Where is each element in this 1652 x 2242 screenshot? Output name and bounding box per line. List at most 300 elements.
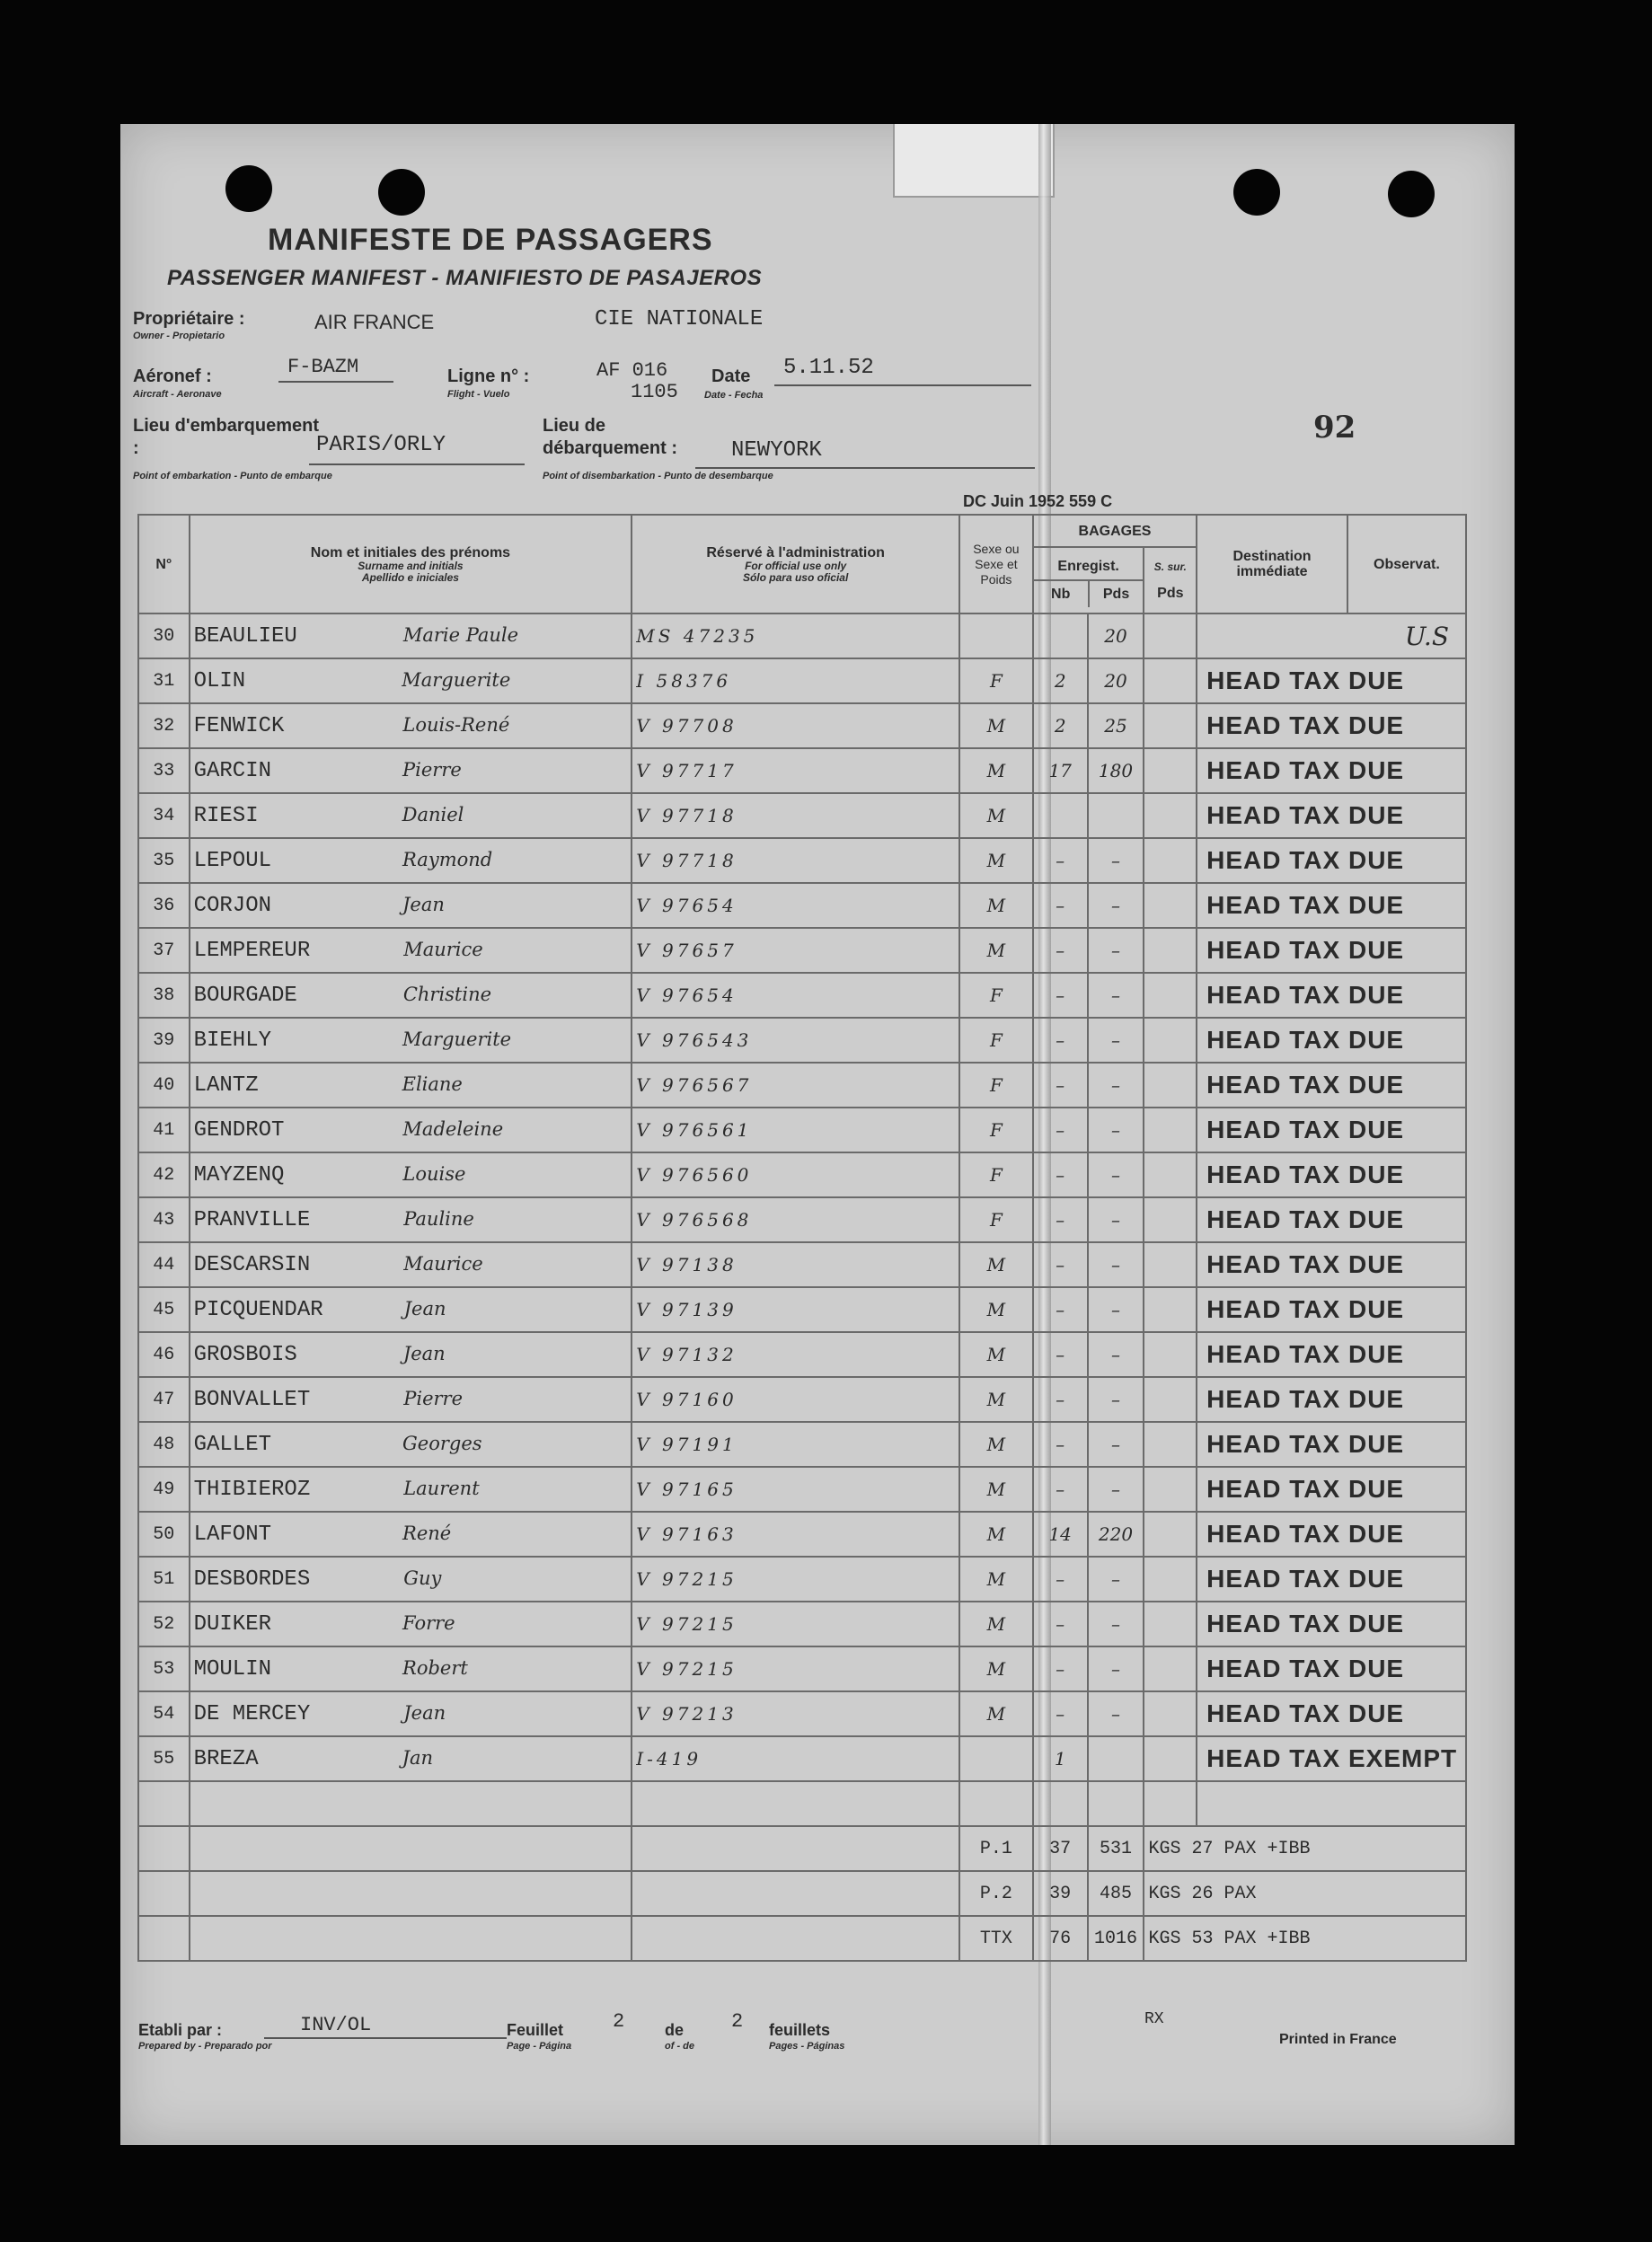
passenger-surname: GARCIN [193,758,272,783]
punch-hole-icon [378,169,425,216]
head-tax-stamp: HEAD TAX DUE [1206,1565,1405,1593]
row-number: 34 [138,793,190,838]
table-row [138,793,1466,838]
baggage-weight: – [1088,1377,1144,1422]
admin-number: V 976560 [632,1152,959,1197]
admin-number: MS 47235 [632,613,959,658]
baggage-weight: – [1088,1287,1144,1332]
baggage-weight: – [1088,973,1144,1018]
baggage-count: 14 [1033,1512,1088,1557]
head-tax-stamp: HEAD TAX DUE [1206,801,1405,829]
line-sublabel: Flight - Vuelo [447,389,510,400]
passenger-surname: PICQUENDAR [193,1297,323,1322]
admin-number: V 97215 [632,1557,959,1602]
baggage-count: 1 [1033,1736,1088,1781]
baggage-count: – [1033,973,1088,1018]
excess-weight [1144,1063,1197,1108]
passenger-sex: M [959,1467,1033,1512]
excess-weight [1144,973,1197,1018]
punch-hole-icon [225,165,272,212]
baggage-count: – [1033,1287,1088,1332]
disembark-label: Lieu de débarquement : [543,416,678,458]
destination-cell [1197,793,1466,838]
passenger-name [190,1736,632,1781]
passenger-sex: F [959,658,1033,703]
passenger-name [190,1018,632,1063]
passenger-surname: THIBIEROZ [193,1477,311,1502]
row-number: 36 [138,883,190,928]
excess-weight [1144,1332,1197,1377]
baggage-weight [1088,1736,1144,1781]
baggage-weight: – [1088,1018,1144,1063]
admin-number: V 97657 [632,928,959,973]
destination-cell [1197,928,1466,973]
baggage-count: – [1033,1691,1088,1736]
destination-cell [1197,1602,1466,1646]
destination-cell [1197,1467,1466,1512]
passenger-given-name: Jean [402,893,445,915]
admin-number: V 97654 [632,973,959,1018]
passenger-name [190,748,632,793]
total-label: TTX [959,1916,1033,1961]
admin-number: V 97215 [632,1602,959,1646]
baggage-weight: – [1088,1602,1144,1646]
destination-cell [1197,1152,1466,1197]
passenger-name [190,1467,632,1512]
excess-weight [1144,703,1197,748]
line-value: AF 016 [596,359,668,382]
header-admin-sub1: For official use only [745,559,847,572]
baggage-count: 17 [1033,748,1088,793]
admin-number: V 97708 [632,703,959,748]
admin-number: V 97718 [632,838,959,883]
passenger-surname: DESCARSIN [193,1252,311,1277]
header-admin-sub2: Sólo para uso oficial [742,570,849,584]
passenger-name [190,658,632,703]
excess-weight [1144,1467,1197,1512]
passenger-name [190,1557,632,1602]
head-tax-stamp: HEAD TAX DUE [1206,711,1405,739]
passenger-name [190,1197,632,1242]
passenger-sex: M [959,793,1033,838]
total-label: P.1 [959,1826,1033,1871]
page-subtitle: PASSENGER MANIFEST - MANIFIESTO DE PASAJEROS [167,266,763,290]
passenger-sex: F [959,1197,1033,1242]
passenger-sex: F [959,973,1033,1018]
table-row [138,928,1466,973]
passenger-given-name: Louis-René [402,713,510,736]
baggage-count: – [1033,1377,1088,1422]
admin-number: V 97215 [632,1646,959,1691]
excess-weight [1144,1646,1197,1691]
rx-mark: RX [1144,2010,1164,2028]
admin-number: V 976567 [632,1063,959,1108]
admin-number: V 97213 [632,1691,959,1736]
passenger-sex: M [959,1512,1033,1557]
row-number: 42 [138,1152,190,1197]
baggage-count: – [1033,1557,1088,1602]
empty-row [138,1781,1466,1826]
head-tax-stamp: HEAD TAX DUE [1206,1699,1405,1727]
excess-weight [1144,1557,1197,1602]
baggage-weight [1088,793,1144,838]
head-tax-stamp: HEAD TAX DUE [1206,1430,1405,1458]
passenger-name [190,928,632,973]
baggage-count: – [1033,1108,1088,1152]
passenger-surname: GENDROT [193,1117,285,1143]
table-row [138,1512,1466,1557]
passenger-name [190,1646,632,1691]
baggage-count: – [1033,1332,1088,1377]
destination-cell [1197,703,1466,748]
excess-weight [1144,793,1197,838]
total-text: KGS 53 PAX +IBB [1144,1916,1466,1961]
passenger-surname: LAFONT [193,1522,272,1547]
passenger-surname: BONVALLET [193,1387,311,1412]
date-label: Date [711,366,751,386]
destination-cell [1197,1377,1466,1422]
destination-cell [1197,1646,1466,1691]
admin-number: I 58376 [632,658,959,703]
passenger-sex: M [959,1646,1033,1691]
header-sur [1144,547,1197,613]
passenger-sex: M [959,1332,1033,1377]
total-text: KGS 27 PAX +IBB [1144,1826,1466,1871]
passenger-given-name: René [402,1522,452,1544]
destination-cell [1197,1736,1466,1781]
row-number: 44 [138,1242,190,1287]
table-row [138,1736,1466,1781]
head-tax-stamp: HEAD TAX DUE [1206,666,1405,694]
passenger-surname: RIESI [193,803,259,828]
passenger-name [190,883,632,928]
passenger-sex [959,613,1033,658]
row-number: 47 [138,1377,190,1422]
destination-cell [1197,1422,1466,1467]
passenger-name [190,1602,632,1646]
sheets-sublabel: Pages - Páginas [769,2041,845,2052]
passenger-name [190,1332,632,1377]
baggage-weight: – [1088,883,1144,928]
admin-number: V 976543 [632,1018,959,1063]
head-tax-stamp: HEAD TAX DUE [1206,1655,1405,1682]
passenger-name [190,1377,632,1422]
passenger-name [190,613,632,658]
disembark-value: NEWYORK [731,438,822,463]
baggage-weight: – [1088,1691,1144,1736]
aircraft-sublabel: Aircraft - Aeronave [133,389,222,400]
passenger-sex: M [959,1287,1033,1332]
baggage-count: – [1033,1197,1088,1242]
header-admin [632,515,959,613]
owner-sublabel: Owner - Propietario [133,331,225,341]
head-tax-stamp: HEAD TAX DUE [1206,1475,1405,1503]
embark-label: Lieu d'embarquement : [133,416,320,458]
header-sex: Sexe ou Sexe et Poids [959,515,1033,613]
passenger-name [190,703,632,748]
passenger-sex: M [959,1377,1033,1422]
passenger-surname: BREZA [193,1746,259,1771]
row-number: 54 [138,1691,190,1736]
of-label: de [665,2021,685,2039]
passenger-surname: DUIKER [193,1611,272,1637]
total-count: 76 [1033,1916,1088,1961]
row-number: 31 [138,658,190,703]
table-row [138,838,1466,883]
passenger-sex: F [959,1018,1033,1063]
excess-weight [1144,1197,1197,1242]
admin-number: V 976568 [632,1197,959,1242]
admin-number: V 97191 [632,1422,959,1467]
passenger-surname: MAYZENQ [193,1162,285,1187]
passenger-name [190,838,632,883]
total-count: 37 [1033,1826,1088,1871]
passenger-surname: BIEHLY [193,1028,272,1053]
excess-weight [1144,1287,1197,1332]
table-row [138,1646,1466,1691]
passenger-given-name: Louise [402,1162,466,1185]
table-row [138,1332,1466,1377]
owner-value-2: CIE NATIONALE [595,307,764,331]
destination-cell [1197,1242,1466,1287]
passenger-surname: DESBORDES [193,1567,311,1592]
passenger-given-name: Eliane [402,1072,463,1095]
punch-hole-icon [1233,169,1280,216]
row-number: 48 [138,1422,190,1467]
of-sublabel: of - de [665,2041,694,2052]
baggage-count: 2 [1033,703,1088,748]
table-row [138,1197,1466,1242]
passenger-given-name: Georges [402,1432,482,1454]
passenger-name [190,1242,632,1287]
header-enreg-text: Enregist. [1034,553,1144,581]
passenger-name [190,973,632,1018]
baggage-weight: – [1088,928,1144,973]
table-row [138,1377,1466,1422]
passenger-surname: FENWICK [193,713,285,738]
manifest-sheet [120,124,1515,2145]
destination-cell [1197,658,1466,703]
excess-weight [1144,1152,1197,1197]
destination-cell [1197,613,1466,658]
row-number: 46 [138,1332,190,1377]
passenger-given-name: Pierre [402,758,462,781]
passenger-name [190,1512,632,1557]
passenger-sex: M [959,1602,1033,1646]
baggage-weight: 220 [1088,1512,1144,1557]
row-number: 32 [138,703,190,748]
passenger-name [190,793,632,838]
table-row [138,1557,1466,1602]
excess-weight [1144,838,1197,883]
destination-cell [1197,1287,1466,1332]
passenger-given-name: Marie Paule [402,623,519,646]
admin-number: V 97717 [632,748,959,793]
passenger-given-name: Maurice [403,938,483,960]
head-tax-stamp: HEAD TAX DUE [1206,1610,1405,1637]
page-number: 92 [1313,410,1356,446]
passenger-name [190,1287,632,1332]
header-pds: Pds [1102,587,1130,602]
destination-cell [1197,838,1466,883]
destination-cell [1197,1018,1466,1063]
header-sur-pds: Pds [1157,586,1184,601]
admin-number: V 97139 [632,1287,959,1332]
row-number: 55 [138,1736,190,1781]
row-number: 51 [138,1557,190,1602]
head-tax-stamp: HEAD TAX DUE [1206,1520,1405,1548]
excess-weight [1144,928,1197,973]
passenger-sex: M [959,928,1033,973]
excess-weight [1144,1512,1197,1557]
total-weight: 531 [1088,1826,1144,1871]
head-tax-stamp: HEAD TAX DUE [1206,1340,1405,1368]
passenger-table [137,514,1467,1962]
passenger-given-name: Pauline [403,1207,474,1230]
header-no: N° [138,515,190,613]
sheet-label: Feuillet [507,2021,564,2039]
excess-weight [1144,1377,1197,1422]
excess-weight [1144,748,1197,793]
admin-number: V 97654 [632,883,959,928]
baggage-weight: – [1088,1467,1144,1512]
passenger-surname: LEPOUL [193,848,272,873]
row-number: 52 [138,1602,190,1646]
row-number: 37 [138,928,190,973]
baggage-count: – [1033,1646,1088,1691]
row-number: 41 [138,1108,190,1152]
passenger-name [190,1108,632,1152]
head-tax-stamp: HEAD TAX DUE [1206,1385,1405,1413]
passenger-given-name: Jean [403,1701,446,1724]
passenger-given-name: Jan [402,1746,434,1769]
prepared-sublabel: Prepared by - Preparado por [138,2041,272,2052]
admin-number: V 97132 [632,1332,959,1377]
head-tax-stamp: HEAD TAX EXEMPT [1206,1744,1458,1772]
passenger-given-name: Jean [403,1297,446,1320]
excess-weight [1144,1108,1197,1152]
head-tax-stamp: HEAD TAX DUE [1206,1250,1405,1278]
baggage-weight: – [1088,1063,1144,1108]
of-value: 2 [731,2010,744,2033]
passenger-given-name: Pierre [403,1387,463,1409]
table-row [138,613,1466,658]
head-tax-stamp: HEAD TAX DUE [1206,756,1405,784]
admin-number: V 97165 [632,1467,959,1512]
date-value: 5.11.52 [783,356,874,380]
line-value-2: 1105 [631,381,678,403]
passenger-surname: BEAULIEU [193,623,297,649]
passenger-name [190,1691,632,1736]
passenger-given-name: Daniel [402,803,464,825]
header-name-text: Nom et initiales des prénoms [310,544,511,560]
baggage-count: – [1033,1152,1088,1197]
table-row [138,1242,1466,1287]
table-row [138,1152,1466,1197]
table-row [138,748,1466,793]
row-number: 49 [138,1467,190,1512]
aircraft-label: Aéronef : [133,366,212,386]
header-sur-text: S. sur. [1153,560,1187,573]
passenger-given-name: Robert [402,1656,468,1679]
destination-cell [1197,1063,1466,1108]
passenger-sex: M [959,1422,1033,1467]
baggage-weight: – [1088,1152,1144,1197]
row-number: 30 [138,613,190,658]
passenger-sex: M [959,1242,1033,1287]
table-row [138,1602,1466,1646]
passenger-sex: M [959,748,1033,793]
row-number: 53 [138,1646,190,1691]
passenger-given-name: Jean [402,1342,446,1364]
baggage-weight: 180 [1088,748,1144,793]
baggage-count: – [1033,1018,1088,1063]
baggage-weight: 20 [1088,658,1144,703]
excess-weight [1144,1736,1197,1781]
aircraft-value: F-BAZM [287,356,359,378]
passenger-given-name: Marguerite [402,668,511,691]
table-row [138,1018,1466,1063]
admin-number: V 97718 [632,793,959,838]
row-number: 45 [138,1287,190,1332]
passenger-sex [959,1736,1033,1781]
passenger-given-name: Madeleine [402,1117,504,1140]
passenger-sex: M [959,703,1033,748]
baggage-count: – [1033,838,1088,883]
passenger-surname: LEMPEREUR [193,938,311,963]
table-row [138,1422,1466,1467]
destination-cell [1197,1332,1466,1377]
admin-number: V 97160 [632,1377,959,1422]
passenger-given-name: Guy [403,1567,442,1589]
baggage-weight: – [1088,1646,1144,1691]
date-sublabel: Date - Fecha [704,390,764,401]
observation: U.S [1404,622,1449,651]
passenger-given-name: Laurent [403,1477,480,1499]
passenger-name [190,1063,632,1108]
passenger-given-name: Raymond [402,848,493,870]
line-label: Ligne n° : [447,366,530,386]
table-row [138,1108,1466,1152]
total-count: 39 [1033,1871,1088,1916]
head-tax-stamp: HEAD TAX DUE [1206,1205,1405,1233]
punch-hole-icon [1388,171,1435,217]
prepared-value: INV/OL [300,2014,372,2036]
paper-tab [893,124,1055,198]
baggage-weight: – [1088,1332,1144,1377]
excess-weight [1144,883,1197,928]
excess-weight [1144,658,1197,703]
destination-cell [1197,748,1466,793]
passenger-surname: BOURGADE [193,983,297,1008]
passenger-sex: M [959,1557,1033,1602]
passenger-given-name: Christine [402,983,492,1005]
total-weight: 1016 [1088,1916,1144,1961]
table-row [138,1467,1466,1512]
baggage-weight: 25 [1088,703,1144,748]
baggage-count: – [1033,883,1088,928]
total-row [138,1871,1466,1916]
table-row [138,703,1466,748]
table-row [138,658,1466,703]
baggage-weight: 20 [1088,613,1144,658]
table-row [138,973,1466,1018]
baggage-count: – [1033,928,1088,973]
passenger-surname: DE MERCEY [193,1701,311,1726]
excess-weight [1144,613,1197,658]
header-destination: Destination immédiate [1197,515,1347,613]
passenger-sex: F [959,1063,1033,1108]
